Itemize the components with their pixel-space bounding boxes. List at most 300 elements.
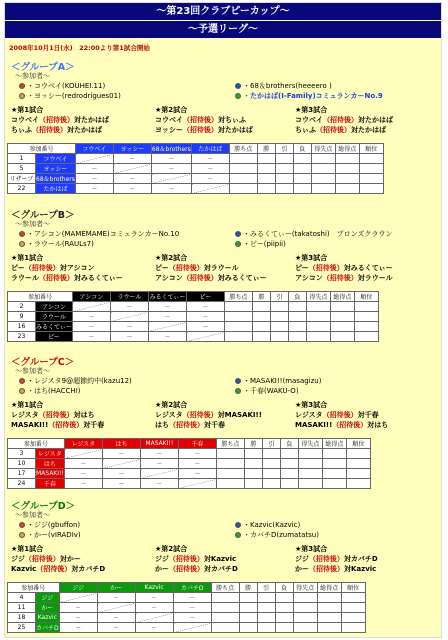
table-row xyxy=(8,449,371,459)
header-cell: 負 xyxy=(293,144,311,154)
result-cell: － xyxy=(151,164,191,174)
entry-number: 24 xyxy=(8,479,36,489)
member-entry xyxy=(235,239,286,249)
stat-cell xyxy=(293,164,311,174)
round-heading: ★第3試合 xyxy=(295,106,328,114)
result-cell: － xyxy=(173,593,211,603)
header-cell: 勝ち点 xyxy=(211,583,239,593)
stat-cell xyxy=(293,154,311,164)
stat-cell xyxy=(359,184,383,194)
stat-cell xyxy=(322,469,346,479)
result-cell xyxy=(110,312,148,322)
stat-cell xyxy=(275,184,293,194)
result-cell: － xyxy=(113,184,151,194)
stat-cell xyxy=(341,623,365,633)
stat-cell xyxy=(252,322,270,332)
stat-cell xyxy=(275,593,293,603)
round-schedule xyxy=(295,400,388,430)
round-heading: ★第1試合 xyxy=(11,106,44,114)
stat-cell xyxy=(341,593,365,603)
round-heading: ★第2試合 xyxy=(155,254,188,262)
header-cell: 引 xyxy=(275,144,293,154)
club-crest-icon xyxy=(19,93,25,99)
header-team-cell: 68＆brothers xyxy=(151,144,191,154)
round-schedule xyxy=(295,544,378,574)
member-name: ・はち(HACCHI) xyxy=(27,387,81,395)
stat-cell xyxy=(257,603,275,613)
standings-table xyxy=(7,438,371,489)
club-crest-icon xyxy=(235,388,241,394)
club-crest-icon xyxy=(19,532,25,538)
result-cell xyxy=(191,184,229,194)
header-cell: 引 xyxy=(270,292,288,302)
team-name-cell: レジスタ xyxy=(36,449,65,459)
result-cell: － xyxy=(151,184,191,194)
stat-cell xyxy=(211,593,239,603)
club-crest-icon xyxy=(19,231,25,237)
header-team-cell: アシコン xyxy=(72,292,110,302)
entry-number: 11 xyxy=(8,603,36,613)
standings-table xyxy=(7,143,384,194)
stat-cell xyxy=(275,603,293,613)
member-name: ・コウベイ(KOUHEI.11) xyxy=(27,82,106,90)
stat-cell xyxy=(311,154,335,164)
stat-cell xyxy=(335,174,359,184)
stat-cell xyxy=(330,322,354,332)
member-entry xyxy=(19,386,81,396)
stat-cell xyxy=(346,459,370,469)
result-cell: － xyxy=(64,469,102,479)
club-crest-icon xyxy=(235,83,241,89)
header-cell: 勝ち点 xyxy=(229,144,257,154)
entry-number: 5 xyxy=(8,164,36,174)
start-date: 2008年10月1日(水) 22:00より第1試合開始 xyxy=(9,44,150,52)
header-cell: 参加番号 xyxy=(8,583,60,593)
header-team-cell: コウベイ xyxy=(75,144,113,154)
table-row xyxy=(8,623,366,633)
member-entry xyxy=(235,229,392,239)
club-crest-icon xyxy=(235,93,241,99)
members-label: 〜参加者〜 xyxy=(15,72,50,80)
stat-cell xyxy=(293,603,317,613)
table-row xyxy=(8,164,384,174)
stat-cell xyxy=(322,449,346,459)
round-schedule xyxy=(155,253,267,283)
team-name-cell: ジジ xyxy=(36,593,60,603)
team-name-cell: ヨッシー xyxy=(36,164,76,174)
match-line: ヨッシー（招待後）対たかはば xyxy=(155,126,253,134)
stat-cell xyxy=(359,174,383,184)
header-cell: 負 xyxy=(288,292,306,302)
result-cell: － xyxy=(186,302,224,312)
entry-number: 2 xyxy=(8,302,36,312)
match-line: ジジ（招待後）対カバチD xyxy=(295,555,378,563)
stat-cell xyxy=(298,459,322,469)
table-row xyxy=(8,593,366,603)
stat-cell xyxy=(270,322,288,332)
round-heading: ★第2試合 xyxy=(155,106,188,114)
member-entry xyxy=(235,376,321,386)
member-name: ・たかはば(I-Family)コミュランカーNo.9 xyxy=(243,92,383,100)
club-crest-icon xyxy=(19,522,25,528)
match-line: コウベイ（招待後）対ちぃふ xyxy=(155,116,246,124)
table-row xyxy=(8,479,371,489)
entry-number: 3 xyxy=(8,449,36,459)
result-cell xyxy=(113,164,151,174)
header-cell: 得失点 xyxy=(298,439,322,449)
member-entry xyxy=(19,530,81,540)
club-crest-icon xyxy=(19,83,25,89)
header-cell: 得失点 xyxy=(293,583,317,593)
entry-number: 16 xyxy=(8,322,36,332)
stat-cell xyxy=(270,332,288,342)
member-entry xyxy=(235,81,332,91)
result-cell: － xyxy=(135,623,173,633)
stat-cell xyxy=(275,154,293,164)
stat-cell xyxy=(229,164,257,174)
round-schedule xyxy=(11,253,123,283)
result-cell: － xyxy=(191,164,229,174)
entry-number: 18 xyxy=(8,613,36,623)
match-line: ちぃふ（招待後）対たかはば xyxy=(295,126,386,134)
stat-cell xyxy=(262,469,280,479)
result-cell: － xyxy=(75,164,113,174)
stat-cell xyxy=(262,459,280,469)
member-name: ・カバチD(zumatatsu) xyxy=(243,531,319,539)
stat-cell xyxy=(280,449,298,459)
result-cell: － xyxy=(110,322,148,332)
stat-cell xyxy=(330,312,354,322)
member-name: ・Kazvic(Kazvic) xyxy=(243,521,301,529)
club-crest-icon xyxy=(235,231,241,237)
member-name: ・ヨッシー(redrodrigues01) xyxy=(27,92,121,100)
stat-cell xyxy=(311,184,335,194)
stat-cell xyxy=(244,459,262,469)
group-title: ＜グループD＞ xyxy=(11,501,76,512)
result-cell xyxy=(75,154,113,164)
result-cell: － xyxy=(140,479,178,489)
team-name-cell: MASAKI!! xyxy=(36,470,64,477)
result-cell: － xyxy=(75,174,113,184)
stat-cell xyxy=(341,603,365,613)
stat-cell xyxy=(252,332,270,342)
stat-cell xyxy=(354,322,378,332)
result-cell: － xyxy=(178,449,216,459)
match-line: はち（招待後）対千春 xyxy=(155,421,225,429)
stat-cell xyxy=(257,174,275,184)
stat-cell xyxy=(346,479,370,489)
round-heading: ★第3試合 xyxy=(295,254,328,262)
stat-cell xyxy=(229,154,257,164)
stat-cell xyxy=(244,449,262,459)
member-name: ・千春(WAKU-O) xyxy=(243,387,299,395)
header-team-cell: みるくてぃー xyxy=(148,292,186,302)
stat-cell xyxy=(330,332,354,342)
result-cell: － xyxy=(75,184,113,194)
header-cell: 総得点 xyxy=(322,439,346,449)
table-row xyxy=(8,332,379,342)
match-line: ちぃふ（招待後）対たかはば xyxy=(11,126,102,134)
club-crest-icon xyxy=(235,532,241,538)
stat-cell xyxy=(306,332,330,342)
members-label: 〜参加者〜 xyxy=(15,220,50,228)
header-cell: 負 xyxy=(280,439,298,449)
entry-number: 4 xyxy=(8,593,36,603)
result-cell: － xyxy=(97,613,135,623)
result-cell: － xyxy=(72,312,110,322)
stat-cell xyxy=(252,302,270,312)
stat-cell xyxy=(354,302,378,312)
result-cell xyxy=(173,623,211,633)
match-line: コウベイ（招待後）対たかはば xyxy=(11,116,109,124)
team-name-cell: 68＆brothers xyxy=(36,174,76,184)
result-cell xyxy=(135,613,173,623)
stat-cell xyxy=(229,184,257,194)
header-cell: 参加番号 xyxy=(8,439,65,449)
result-cell xyxy=(97,603,135,613)
round-schedule xyxy=(155,400,262,430)
member-entry xyxy=(19,239,94,249)
team-name-cell: Kazvic xyxy=(36,613,60,623)
result-cell xyxy=(59,593,97,603)
header-team-cell: ヨッシー xyxy=(113,144,151,154)
stat-cell xyxy=(211,623,239,633)
stat-cell xyxy=(288,332,306,342)
match-line: コウベイ（招待後）対たかはば xyxy=(295,116,393,124)
entry-number: 23 xyxy=(8,332,36,342)
result-cell: － xyxy=(64,459,102,469)
stat-cell xyxy=(244,479,262,489)
header-cell: 勝 xyxy=(252,292,270,302)
header-cell: 勝ち点 xyxy=(216,439,244,449)
header-cell: 勝ち点 xyxy=(224,292,252,302)
stat-cell xyxy=(239,593,257,603)
stat-cell xyxy=(346,449,370,459)
member-entry xyxy=(19,91,121,101)
stat-cell xyxy=(216,449,244,459)
result-cell: － xyxy=(151,154,191,164)
round-schedule xyxy=(11,105,109,135)
stat-cell xyxy=(335,184,359,194)
result-cell: － xyxy=(110,332,148,342)
member-name: ・みるくてぃー(takatoshi) ブロンズクラウン xyxy=(243,230,393,238)
stat-cell xyxy=(298,469,322,479)
stat-cell xyxy=(330,302,354,312)
stat-cell xyxy=(262,479,280,489)
stat-cell xyxy=(275,623,293,633)
table-row xyxy=(8,322,379,332)
table-row xyxy=(8,603,366,613)
standings-table xyxy=(7,582,366,633)
members-label: 〜参加者〜 xyxy=(15,367,50,375)
stat-cell xyxy=(275,613,293,623)
header-team-cell: カバチD xyxy=(173,583,211,593)
stat-cell xyxy=(211,613,239,623)
result-cell: － xyxy=(173,613,211,623)
match-line: ピー（招待後）対ラウール xyxy=(155,264,239,272)
group-title: ＜グループB＞ xyxy=(11,210,75,221)
result-cell xyxy=(178,479,216,489)
stat-cell xyxy=(311,174,335,184)
table-row xyxy=(8,154,384,164)
header-team-cell: たかはば xyxy=(191,144,229,154)
club-crest-icon xyxy=(19,241,25,247)
club-crest-icon xyxy=(235,241,241,247)
club-crest-icon xyxy=(235,378,241,384)
standings-table xyxy=(7,291,379,342)
member-entry xyxy=(235,530,319,540)
entry-number: 22 xyxy=(8,184,36,194)
member-entry xyxy=(19,376,132,386)
stat-cell xyxy=(252,312,270,322)
stat-cell xyxy=(306,322,330,332)
team-name-cell: アシコン xyxy=(36,302,73,312)
header-team-cell: ジジ xyxy=(59,583,97,593)
members-label: 〜参加者〜 xyxy=(15,511,50,519)
team-name-cell: ピー xyxy=(36,332,73,342)
team-name-cell: 千春 xyxy=(36,479,65,489)
result-cell: － xyxy=(148,302,186,312)
member-entry xyxy=(235,386,299,396)
stat-cell xyxy=(317,603,341,613)
result-cell xyxy=(64,449,102,459)
result-cell: － xyxy=(72,322,110,332)
stat-cell xyxy=(354,332,378,342)
result-cell: － xyxy=(178,459,216,469)
stat-cell xyxy=(257,623,275,633)
result-cell: － xyxy=(148,332,186,342)
stat-cell xyxy=(270,312,288,322)
stat-cell xyxy=(306,312,330,322)
header-cell: 勝 xyxy=(244,439,262,449)
stat-cell xyxy=(257,154,275,164)
stat-cell xyxy=(262,449,280,459)
stat-cell xyxy=(239,603,257,613)
team-name-cell: ラウール xyxy=(36,312,73,322)
club-crest-icon xyxy=(19,378,25,384)
result-cell xyxy=(140,469,178,479)
result-cell: － xyxy=(178,469,216,479)
stat-cell xyxy=(224,302,252,312)
member-name: ・68＆brothers(heeeero ) xyxy=(243,82,332,90)
stat-cell xyxy=(257,593,275,603)
stat-cell xyxy=(216,469,244,479)
match-line: ジジ（招待後）対かー xyxy=(11,555,81,563)
stat-cell xyxy=(257,184,275,194)
match-line: かー（招待後）対Kazvic xyxy=(295,565,377,573)
round-heading: ★第2試合 xyxy=(155,401,188,409)
team-name-cell: たかはば xyxy=(36,184,76,194)
entry-number: 25 xyxy=(8,623,36,633)
team-name-cell: コウベイ xyxy=(36,154,76,164)
round-heading: ★第2試合 xyxy=(155,545,188,553)
round-schedule xyxy=(155,544,238,574)
table-row xyxy=(8,302,379,312)
header-cell: 参加番号 xyxy=(8,292,73,302)
result-cell xyxy=(151,174,191,184)
header-cell: 順位 xyxy=(341,583,365,593)
stat-cell xyxy=(280,469,298,479)
table-row xyxy=(8,613,366,623)
result-cell: － xyxy=(186,322,224,332)
table-row xyxy=(8,184,384,194)
header-cell: 得失点 xyxy=(306,292,330,302)
result-cell: － xyxy=(113,154,151,164)
round-heading: ★第1試合 xyxy=(11,401,44,409)
entry-number: 1 xyxy=(8,154,36,164)
result-cell: － xyxy=(191,174,229,184)
member-entry xyxy=(19,81,105,91)
header-cell: 順位 xyxy=(354,292,378,302)
result-cell xyxy=(102,459,140,469)
stat-cell xyxy=(288,302,306,312)
match-line: アシコン（招待後）対ラウール xyxy=(295,274,393,282)
match-line: レジスタ（招待後）対千春 xyxy=(295,411,379,419)
result-cell: － xyxy=(72,332,110,342)
stat-cell xyxy=(306,302,330,312)
result-cell: － xyxy=(173,603,211,613)
result-cell: － xyxy=(140,459,178,469)
round-heading: ★第3試合 xyxy=(295,545,328,553)
result-cell: － xyxy=(59,603,97,613)
header-cell: 参加番号 xyxy=(8,144,76,154)
header-cell: 勝 xyxy=(257,144,275,154)
stat-cell xyxy=(311,164,335,174)
stat-cell xyxy=(322,479,346,489)
match-line: レジスタ（招待後）対はち xyxy=(11,411,95,419)
member-name: ・ジジ(gbuffon) xyxy=(27,521,81,529)
header-cell: 順位 xyxy=(346,439,370,449)
stat-cell xyxy=(317,613,341,623)
stat-cell xyxy=(354,312,378,322)
result-cell xyxy=(148,322,186,332)
header-cell: 勝 xyxy=(239,583,257,593)
match-line: ジジ（招待後）対Kazvic xyxy=(155,555,237,563)
team-name-cell: カバチD xyxy=(36,623,60,633)
header-team-cell: ピー xyxy=(186,292,224,302)
result-cell: － xyxy=(113,174,151,184)
result-cell: － xyxy=(186,312,224,322)
stat-cell xyxy=(359,164,383,174)
group-title: ＜グループA＞ xyxy=(11,62,75,73)
stat-cell xyxy=(317,623,341,633)
stat-cell xyxy=(216,479,244,489)
table-row xyxy=(8,459,371,469)
result-cell: － xyxy=(102,469,140,479)
team-name-cell: みるくてぃー xyxy=(36,322,73,332)
tournament-sheet xyxy=(4,2,442,638)
result-cell: － xyxy=(64,479,102,489)
result-cell xyxy=(186,332,224,342)
stat-cell xyxy=(346,469,370,479)
stat-cell xyxy=(288,312,306,322)
stat-cell xyxy=(293,613,317,623)
team-name-cell: かー xyxy=(36,603,60,613)
round-schedule xyxy=(155,105,253,135)
stat-cell xyxy=(280,459,298,469)
member-name: ・レジスタ9@超節約中(kazu12) xyxy=(27,377,132,385)
result-cell: － xyxy=(110,302,148,312)
stat-cell xyxy=(293,623,317,633)
entry-number: 10 xyxy=(8,459,36,469)
club-crest-icon xyxy=(235,522,241,528)
stat-cell xyxy=(275,174,293,184)
result-cell xyxy=(72,302,110,312)
result-cell: － xyxy=(191,154,229,164)
table-row xyxy=(8,469,371,479)
match-line: ラウール（招待後）対みるくてぃー xyxy=(11,274,123,282)
stat-cell xyxy=(224,312,252,322)
